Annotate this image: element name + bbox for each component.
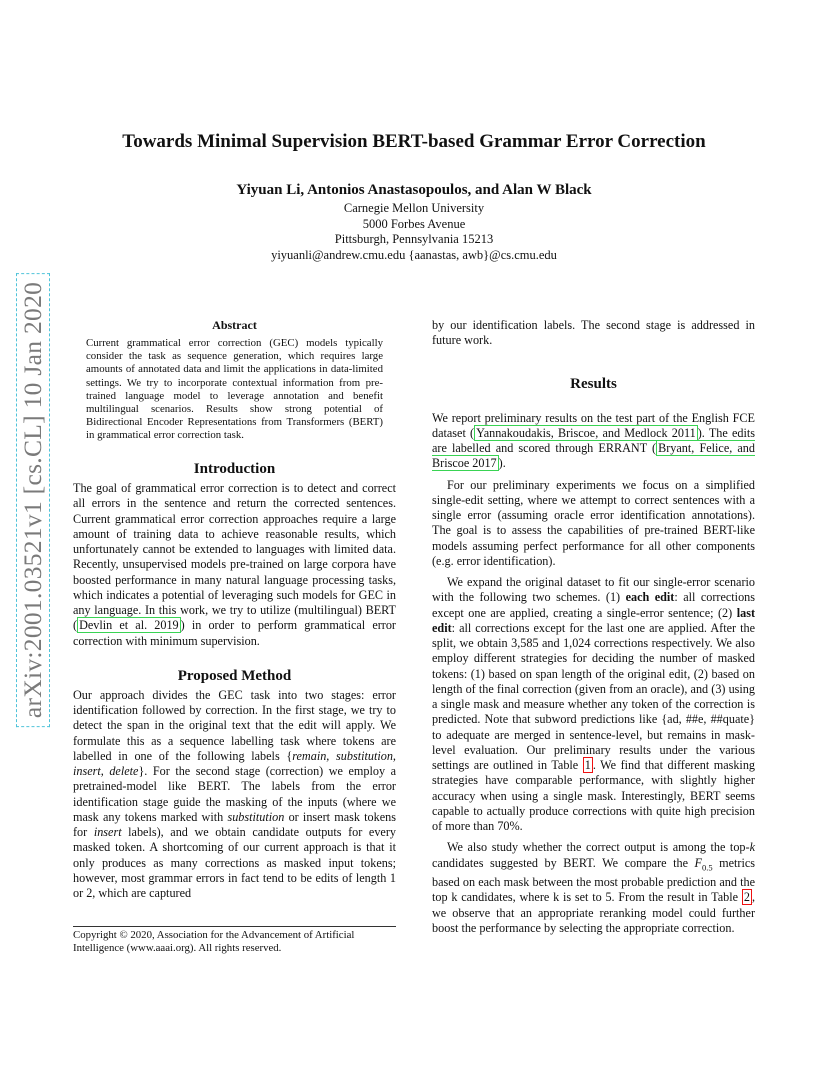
method-text-3: or insert mask tokens for	[73, 809, 396, 839]
table-ref-link-2[interactable]: 2	[743, 890, 750, 905]
method-text-1: Our approach divides the GEC task into two stages: error identification followed by correction. In the first stage, we try to detect the span in the original text that the edit will apply. We formulate this as a sequence labelling task where tokens are labelled in one of the following labels {	[73, 687, 396, 763]
results-text-3b: : all corrections except one are applied, creating a single-error sentence; (2)	[432, 590, 755, 620]
math-f-subscript: 0.5	[701, 861, 713, 872]
copyright-text: Copyright © 2020, Association for the Advancement of Artificial Intelligence (www.aaai.org). All rights reserved.	[73, 929, 355, 955]
method-continuation: by our identification labels. The second stage is addressed in future work.	[432, 318, 755, 348]
arxiv-identifier-stamp[interactable]: arXiv:2001.03521v1 [cs.CL] 10 Jan 2020	[16, 273, 50, 727]
results-paragraph-2: For our preliminary experiments we focus on a simplified single-edit setting, where we attempt to correct sentences with a single error (assuming oracle error identification annotations). The goal is to assess the capabilities of pre-trained BERT-like models assuming perfect performance for all other components (e.g. error identification).	[432, 477, 755, 568]
method-paragraph	[73, 688, 396, 902]
method-em-substitution: substitution	[227, 809, 285, 824]
results-text-4a: We also study whether the correct output is among the top-	[447, 840, 750, 855]
affiliation-emails: yiyuanli@andrew.cmu.edu {aanastas, awb}@cs.cmu.edu	[271, 247, 557, 262]
results-paragraph-1	[432, 411, 755, 472]
results-paragraph-4	[432, 840, 755, 936]
footnote-rule	[73, 926, 396, 927]
results-text-3c: : all corrections except for the last one are applied. After the split, we obtain 3,585 and 1,024 corrections respectively. We also employ different strategies for deciding the number of masked tokens: (1) based on span length of the original edit, (2) based on length of the final correction (given from an oracle), and (3) using a single mask and measure whether any token of the correction is predicted. Note that subword predictions like {ad, ##e, ##quate} to adequate are merged in sentence-level, but remains in mask-level evaluation. Our preliminary results under the various settings are outlined in Table	[432, 620, 755, 772]
results-paragraph-3	[432, 575, 755, 834]
results-text-4d: , we observe that an appropriate reranking model could further boost the performance by selecting the appropriate correction.	[432, 890, 755, 935]
results-text-4b: candidates suggested by BERT. We compare the	[432, 855, 695, 870]
abstract-text: Current grammatical error correction (GEC) models typically consider the task as sequence generation, which requires large amounts of annotated data and limit the applications in data-limited settings. We try to incorporate contextual information from pre-trained language model to leverage annotation and benefit multilingual scenarios. Results show strong potential of Bidirectional Encoder Representations from Transformers (BERT) in grammatical error correction task.	[86, 337, 383, 441]
affiliation-city: Pittsburgh, Pennsylvania 15213	[334, 232, 494, 246]
scheme-last-edit: last edit	[432, 605, 755, 635]
left-column	[73, 318, 396, 901]
citation-link-yannakoudakis[interactable]: Yannakoudakis, Briscoe, and Medlock 2011	[476, 425, 696, 440]
scheme-each-edit: each edit	[625, 590, 675, 605]
results-heading: Results	[570, 375, 617, 392]
introduction-heading: Introduction	[193, 461, 276, 477]
citation-link-bryant[interactable]: Bryant, Felice, and Briscoe 2017	[432, 441, 755, 471]
results-text-3d: . We find that different masking strategies have comparable performance, with slightly higher accuracy when using a single mask. Interestingly, BERT seems capable to actually produce corrections with quite high precision of more than 70%.	[432, 758, 756, 833]
method-text-2: }. For the second stage (correction) we employ a pretrained-model like BERT. The labels from the error identification stage guide the masking of the inputs (where we mask any tokens marked with	[73, 764, 396, 824]
method-label-list: remain, substitution, insert, delete	[73, 748, 396, 778]
abstract-heading: Abstract	[212, 318, 257, 332]
affiliation-street: 5000 Forbes Avenue	[362, 216, 466, 231]
results-text-1c: ).	[498, 456, 506, 471]
results-text-4c: metrics based on each mask between the most probable prediction and the top k candidates, where k is set to 5. From the result in Table	[432, 855, 755, 905]
citation-link-devlin[interactable]: Devlin et al. 2019	[79, 618, 179, 633]
paper-title: Towards Minimal Supervision BERT-based Grammar Error Correction	[122, 131, 706, 152]
results-text-1b: ). The edits are labelled and scored through ERRANT (	[432, 425, 755, 455]
method-heading: Proposed Method	[177, 667, 292, 684]
results-text-3a: We expand the original dataset to fit our single-error scenario with the following two schemes. (1)	[432, 575, 755, 605]
intro-text-1: The goal of grammatical error correction is to detect and correct all errors in the sentence and return the corrected sentences. Current grammatical error correction approaches require a large amount of training data to achieve reasonable results, which unfortunately cannot be extended to languages with limited data. Recently, unsupervised models pre-trained on large corpora have boosted performance in many natural language processing tasks, which indicates a potential of leveraging such models for GEC in any language. In this work, we try to utilize (multilingual) BERT (	[73, 481, 396, 633]
introduction-paragraph	[73, 481, 396, 649]
intro-text-2: ) in order to perform grammatical error correction with minimum supervision.	[73, 618, 396, 648]
right-column	[432, 318, 755, 936]
table-ref-link-1[interactable]: 1	[584, 758, 591, 772]
math-k: k	[749, 840, 755, 855]
author-list: Yiyuan Li, Antonios Anastasopoulos, and Alan W Black	[236, 182, 592, 198]
copyright-footnote	[73, 926, 396, 956]
method-text-4: labels), and we obtain candidate outputs for every masked token. A shortcoming of our current approach is that it only produces as many corrections as masked input tokens; however, most grammar errors in fact tend to be edits of length 1 or 2, which are captured	[73, 825, 396, 900]
affiliation-block	[0, 201, 828, 263]
affiliation-university: Carnegie Mellon University	[343, 201, 485, 215]
math-f: F	[694, 855, 702, 870]
method-em-insert: insert	[93, 825, 122, 839]
results-text-1a: We report preliminary results on the test part of the English FCE dataset (	[432, 410, 755, 440]
